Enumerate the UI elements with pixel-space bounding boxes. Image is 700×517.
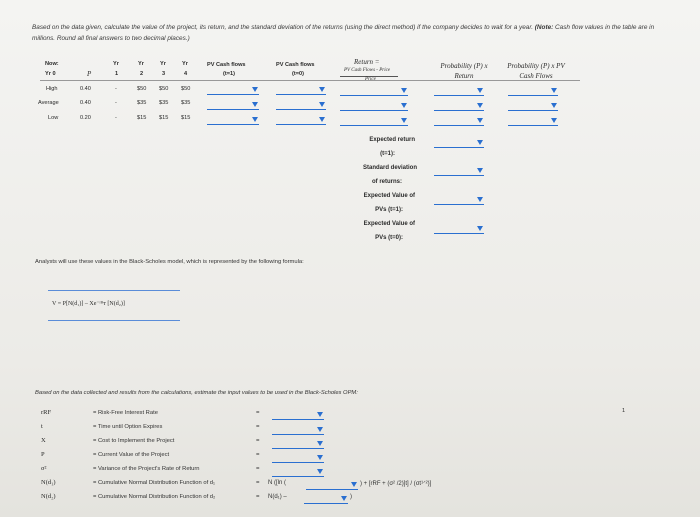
input-sym-p: P: [41, 451, 45, 458]
d1-prefix: N ([ln (: [268, 480, 286, 486]
d1-ratio-dropdown[interactable]: [306, 481, 358, 490]
y2-average: $35: [137, 100, 147, 106]
variance-dropdown[interactable]: [272, 468, 324, 477]
y4-low: $15: [181, 115, 191, 121]
y3-average: $35: [159, 100, 169, 106]
pv-cash-flows-t1-header: PV Cash flows: [207, 62, 246, 68]
input-sym-rrf: rRF: [41, 409, 52, 416]
t1-header: (t=1): [223, 71, 235, 77]
year-4-header: 4: [184, 71, 188, 77]
y3-low: $15: [159, 115, 169, 121]
x-dropdown[interactable]: [272, 440, 324, 449]
input-eq-p: =: [256, 452, 260, 458]
input-eq-nd1: =: [256, 480, 260, 486]
input-sym-t: t: [41, 423, 43, 430]
input-desc-x: = Cost to Implement the Project: [93, 438, 175, 444]
input-eq-t: =: [256, 424, 260, 430]
pvs-t0-label: PVs (t=0):: [375, 235, 403, 241]
y1-high: -: [115, 86, 117, 92]
return-formula: PV Cash Flows - Price: [344, 68, 391, 73]
prob-pv-average-dropdown[interactable]: [508, 102, 558, 111]
d2-dropdown[interactable]: [304, 495, 348, 504]
y3-high: $50: [159, 86, 169, 92]
pv-cash-flows-t0-header: PV Cash flows: [276, 62, 315, 68]
inputs-intro: Based on the data collected and results from the calculations, estimate the input values to be used in the Black-Scholes OPM:: [35, 390, 358, 396]
pv-t0-low-dropdown[interactable]: [276, 116, 326, 125]
return-low-dropdown[interactable]: [340, 117, 408, 126]
instructions-text: Based on the data given, calculate the value of the project, its return, and the standard deviation of the returns (using the direct method) if the company decides to wait for a year. (Note: Cash flow values in the table are in millions. Round all final answers to two decimal places.): [32, 24, 655, 42]
t0-header: (t=0): [292, 71, 304, 77]
prob-pv-header: Probability (P) x PV Cash Flows: [507, 62, 565, 80]
input-desc-nd1: = Cumulative Normal Distribution Function of d₁: [93, 480, 215, 486]
black-scholes-formula: V = P[N(d₁)] – Xe⁻ʳᴿᴛ [N(d₂)]: [52, 301, 125, 307]
row-label-average: Average: [38, 100, 59, 106]
year-3-header: 3: [162, 71, 166, 77]
pv-t1-average-dropdown[interactable]: [207, 101, 259, 110]
yr-header-1: Yr: [113, 61, 119, 67]
y2-low: $15: [137, 115, 147, 121]
input-eq-nd2: =: [256, 494, 260, 500]
prob-return-header: Probability (P) x Return: [440, 62, 488, 80]
row-label-high: High: [46, 86, 58, 92]
y2-high: $50: [137, 86, 147, 92]
yr-header-4: Yr: [182, 61, 188, 67]
input-eq-x: =: [256, 438, 260, 444]
y1-low: -: [115, 115, 117, 121]
std-dev-dropdown[interactable]: [434, 167, 484, 176]
ev-pvs-t1-label: Expected Value of: [363, 193, 415, 199]
t-dropdown[interactable]: [272, 426, 324, 435]
now-label: Now:: [45, 61, 59, 67]
d2-prefix: N(d₁) –: [268, 494, 287, 500]
prob-high: 0.40: [80, 86, 91, 92]
input-desc-t: = Time until Option Expires: [93, 424, 163, 430]
of-returns-label: of returns:: [372, 179, 402, 185]
return-average-dropdown[interactable]: [340, 102, 408, 111]
prob-pv-low-dropdown[interactable]: [508, 117, 558, 126]
page-number: 1: [622, 408, 626, 414]
p-dropdown[interactable]: [272, 454, 324, 463]
prob-average: 0.40: [80, 100, 91, 106]
prob-return-low-dropdown[interactable]: [434, 117, 484, 126]
y4-average: $35: [181, 100, 191, 106]
prob-return-high-dropdown[interactable]: [434, 87, 484, 96]
input-desc-p: = Current Value of the Project: [93, 452, 170, 458]
input-desc-rrf: = Risk-Free Interest Rate: [93, 410, 158, 416]
expected-return-label: Expected return: [369, 137, 415, 143]
prob-return-average-dropdown[interactable]: [434, 102, 484, 111]
year-1-header: 1: [115, 71, 119, 77]
yr-header-2: Yr: [138, 61, 144, 67]
std-dev-label: Standard deviation: [362, 165, 417, 171]
input-sym-nd2: N(d₂): [41, 493, 56, 500]
ev-pvs-t0-dropdown[interactable]: [434, 225, 484, 234]
yr0-label: Yr 0: [45, 71, 56, 77]
black-scholes-intro: Analysts will use these values in the Black-Scholes model, which is represented by the following formula:: [35, 259, 304, 265]
pv-t1-high-dropdown[interactable]: [207, 86, 259, 95]
prob-low: 0.20: [80, 115, 91, 121]
input-sym-nd1: N(d₁): [41, 479, 56, 486]
input-eq-rrf: =: [256, 410, 260, 416]
p-header: P: [87, 70, 92, 78]
d2-suffix: ): [350, 494, 352, 500]
pv-t1-low-dropdown[interactable]: [207, 116, 259, 125]
ev-pvs-t1-dropdown[interactable]: [434, 196, 484, 205]
yr-header-3: Yr: [160, 61, 166, 67]
y4-high: $50: [181, 86, 191, 92]
prob-pv-high-dropdown[interactable]: [508, 87, 558, 96]
return-header: Return =: [354, 58, 380, 66]
input-desc-variance: = Variance of the Project's Rate of Return: [93, 466, 200, 472]
y1-average: -: [115, 100, 117, 106]
expected-return-t1-label: (t=1):: [380, 151, 395, 157]
input-sym-x: X: [41, 437, 46, 444]
ev-pvs-t0-label: Expected Value of: [363, 221, 415, 227]
rrf-dropdown[interactable]: [272, 411, 324, 420]
pv-t0-high-dropdown[interactable]: [276, 86, 326, 95]
expected-return-dropdown[interactable]: [434, 139, 484, 148]
return-high-dropdown[interactable]: [340, 87, 408, 96]
pvs-t1-label: PVs (t=1):: [375, 207, 403, 213]
input-sym-variance: σ²: [41, 465, 47, 472]
pv-t0-average-dropdown[interactable]: [276, 101, 326, 110]
input-desc-nd2: = Cumulative Normal Distribution Function of d₂: [93, 494, 216, 500]
input-eq-variance: =: [256, 466, 260, 472]
d1-suffix: ) + [rRF + (σ² /2)]t] / (σt¹ᐟ²)]: [360, 481, 432, 487]
year-2-header: 2: [140, 71, 144, 77]
row-label-low: Low: [48, 115, 59, 121]
